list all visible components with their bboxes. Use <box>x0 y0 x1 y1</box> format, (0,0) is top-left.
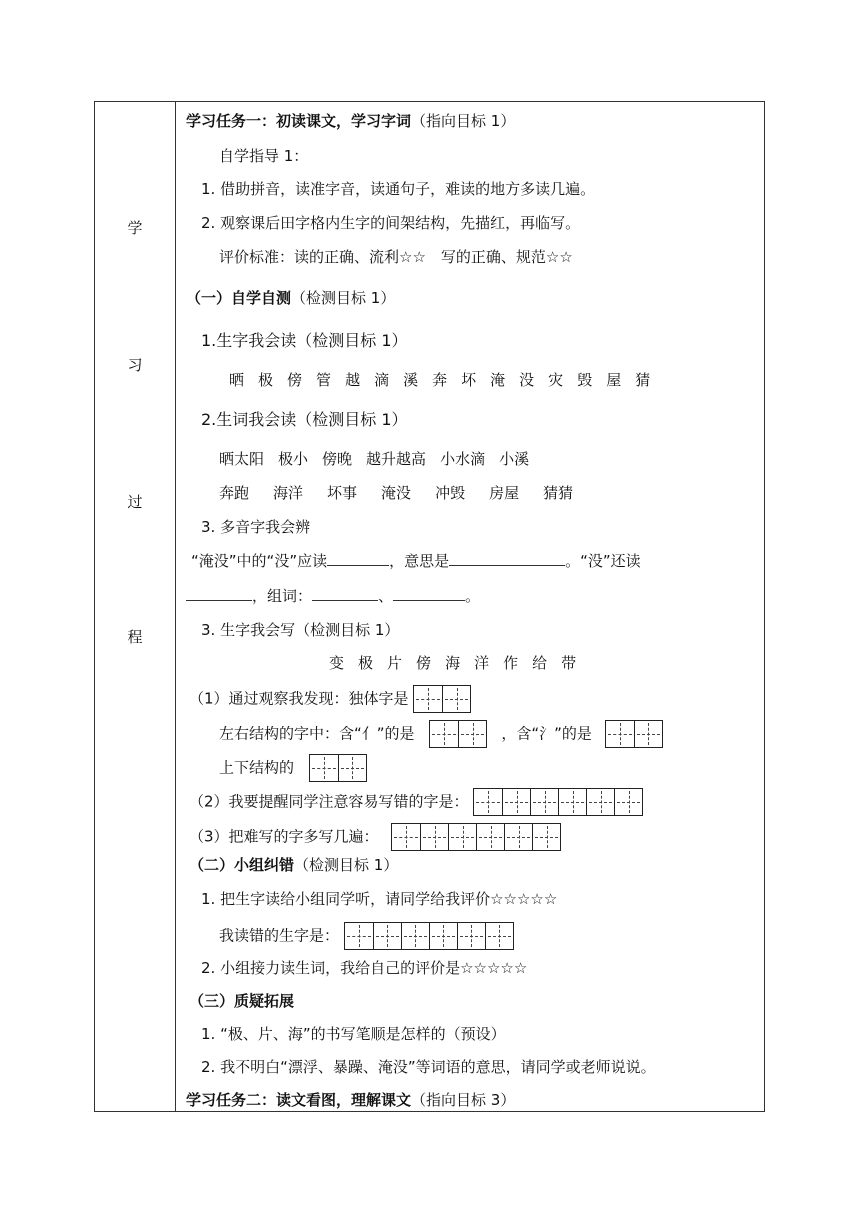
read-word: 海洋 <box>273 484 304 502</box>
polyphone-text: 。 <box>465 587 481 605</box>
read-char: 灾 <box>548 371 564 389</box>
task1-note: （指向目标 1） <box>411 112 516 130</box>
observe-row-3 <box>219 754 367 782</box>
tianzige-grid[interactable] <box>473 788 643 816</box>
read-char: 晒 <box>229 371 245 389</box>
write-char: 海 <box>445 654 461 672</box>
guide-item-2: 2. 观察课后田字格内生字的间架结构，先描红，再临写。 <box>201 214 581 232</box>
answer-blank[interactable] <box>312 586 378 601</box>
wrong-chars-row <box>219 922 514 950</box>
read-words-row1 <box>219 449 543 469</box>
read-word: 奔跑 <box>219 484 250 502</box>
read-char: 极 <box>258 371 274 389</box>
write-char: 作 <box>503 654 519 672</box>
practice-row <box>189 823 561 851</box>
polyphone-text: ，意思是 <box>389 552 450 570</box>
side-label-char: 学 <box>127 219 143 237</box>
read-char: 坏 <box>461 371 477 389</box>
read-words-title: 2.生词我会读（检测目标 1） <box>201 410 408 429</box>
observe-text: （1）通过观察我发现：独体字是 <box>189 689 409 708</box>
read-word: 冲毁 <box>435 484 466 502</box>
tianzige-grid[interactable] <box>605 720 663 748</box>
read-char: 猜 <box>635 371 651 389</box>
section2-item-1: 1. 把生字读给小组同学听，请同学给我评价☆☆☆☆☆ <box>201 890 558 908</box>
write-char: 洋 <box>474 654 490 672</box>
observe-text: 左右结构的字中：含“亻”的是 <box>219 724 415 743</box>
read-chars-list <box>229 370 664 390</box>
read-word: 淹没 <box>381 484 412 502</box>
observe-text: （3）把难写的字多写几遍： <box>189 827 379 846</box>
section2-item-2: 2. 小组接力读生词，我给自己的评价是☆☆☆☆☆ <box>201 959 528 977</box>
read-char: 毁 <box>577 371 593 389</box>
observe-row-1 <box>189 685 471 713</box>
task1-title: 学习任务一：初读课文，学习字词 <box>186 112 412 130</box>
section3-title: （三）质疑拓展 <box>189 992 295 1010</box>
answer-blank[interactable] <box>393 586 465 601</box>
write-char: 变 <box>329 654 345 672</box>
polyphone-text: 、 <box>378 587 394 605</box>
read-chars-title: 1.生字我会读（检测目标 1） <box>201 331 408 350</box>
read-words-row2 <box>219 483 587 503</box>
write-char: 带 <box>561 654 577 672</box>
read-word: 小溪 <box>499 450 530 468</box>
task2-heading <box>186 1090 515 1110</box>
polyphone-line-2 <box>186 586 480 606</box>
observe-text: ，含“氵”的是 <box>501 724 592 743</box>
write-chars-title: 3. 生字我会写（检测目标 1） <box>201 621 400 639</box>
tianzige-grid[interactable] <box>429 720 487 748</box>
read-char: 屋 <box>606 371 622 389</box>
write-chars-list <box>329 653 590 673</box>
read-char: 滴 <box>374 371 390 389</box>
section1-title: （一）自学自测 <box>186 289 292 307</box>
read-word: 傍晚 <box>322 450 353 468</box>
read-word: 坏事 <box>327 484 358 502</box>
read-word: 极小 <box>278 450 309 468</box>
section3-item-1: 1. “极、片、海”的书写笔顺是怎样的（预设） <box>201 1025 506 1043</box>
section2-note: （检测目标 1） <box>294 856 399 874</box>
remind-row <box>189 788 643 816</box>
observe-text: （2）我要提醒同学注意容易写错的字是： <box>189 792 469 811</box>
wrong-chars-label: 我读错的生字是： <box>219 926 340 945</box>
write-char: 片 <box>387 654 403 672</box>
side-label-char: 程 <box>127 628 143 646</box>
guide-criteria: 评价标准：读的正确、流利☆☆ 写的正确、规范☆☆ <box>219 248 573 266</box>
task2-note: （指向目标 3） <box>411 1091 516 1109</box>
tianzige-grid[interactable] <box>413 685 471 713</box>
observe-text: 上下结构的 <box>219 758 295 777</box>
tianzige-grid[interactable] <box>344 922 514 950</box>
write-char: 傍 <box>416 654 432 672</box>
section1-heading <box>186 288 395 308</box>
task1-heading <box>186 111 515 131</box>
read-char: 奔 <box>432 371 448 389</box>
read-word: 小水滴 <box>440 450 486 468</box>
guide-title: 自学指导 1： <box>219 147 309 165</box>
section1-note: （检测目标 1） <box>291 289 396 307</box>
read-char: 傍 <box>287 371 303 389</box>
observe-row-2 <box>219 720 663 748</box>
section2-title: （二）小组纠错 <box>189 856 295 874</box>
write-char: 给 <box>532 654 548 672</box>
read-word: 猜猜 <box>543 484 574 502</box>
read-char: 没 <box>519 371 535 389</box>
read-char: 淹 <box>490 371 506 389</box>
answer-blank[interactable] <box>327 551 389 566</box>
side-label-char: 习 <box>127 356 143 374</box>
polyphone-text: “淹没”中的“没”应读 <box>191 552 328 570</box>
answer-blank[interactable] <box>186 586 252 601</box>
polyphone-title: 3. 多音字我会辨 <box>201 518 311 536</box>
answer-blank[interactable] <box>449 551 565 566</box>
side-label-char: 过 <box>127 493 143 511</box>
polyphone-line-1 <box>191 551 641 571</box>
task2-title: 学习任务二：读文看图，理解课文 <box>186 1091 412 1109</box>
section2-heading <box>189 855 398 875</box>
column-divider <box>175 102 176 1111</box>
guide-item-1: 1. 借助拼音，读准字音，读通句子，难读的地方多读几遍。 <box>201 180 596 198</box>
read-char: 管 <box>316 371 332 389</box>
read-word: 晒太阳 <box>219 450 265 468</box>
write-char: 极 <box>358 654 374 672</box>
read-word: 房屋 <box>489 484 520 502</box>
polyphone-text: ，组词： <box>252 587 313 605</box>
polyphone-text: 。“没”还读 <box>565 552 641 570</box>
read-word: 越升越高 <box>366 450 427 468</box>
tianzige-grid[interactable] <box>309 754 367 782</box>
read-char: 越 <box>345 371 361 389</box>
section3-item-2: 2. 我不明白“漂浮、暴躁、淹没”等词语的意思，请同学或老师说说。 <box>201 1058 656 1076</box>
read-char: 溪 <box>403 371 419 389</box>
lesson-table <box>94 101 765 1112</box>
tianzige-grid[interactable] <box>391 823 561 851</box>
